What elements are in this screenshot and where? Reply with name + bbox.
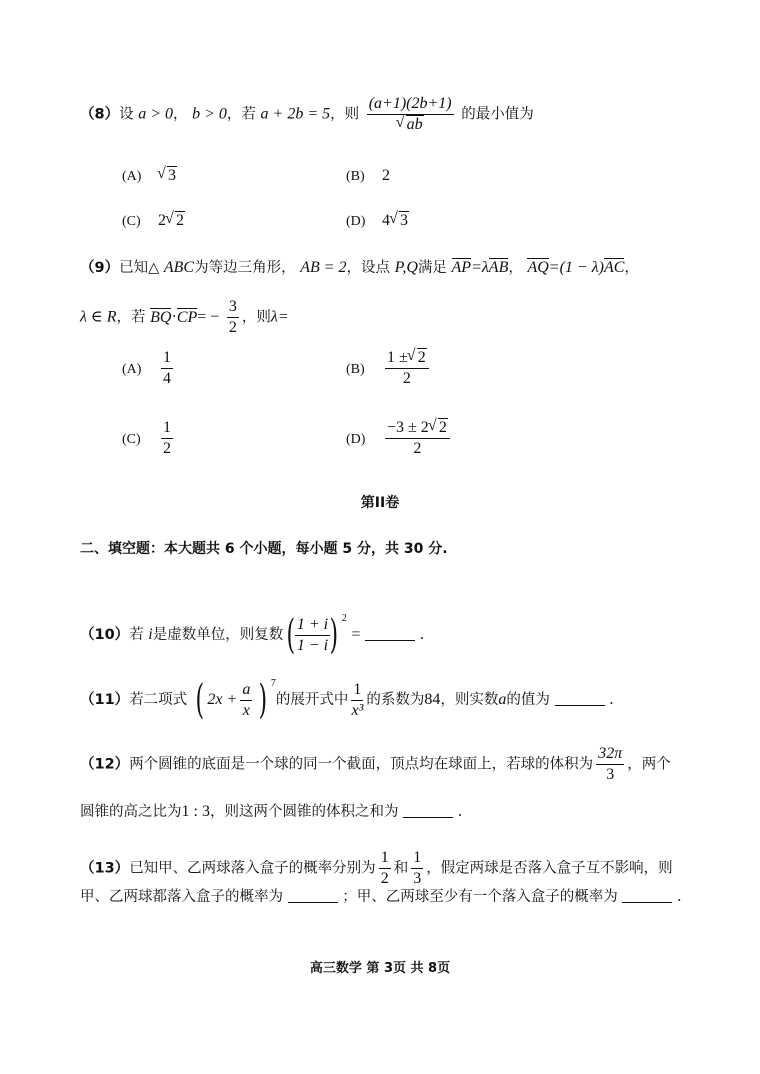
question-text: ，则: [241, 309, 271, 326]
option-9d[interactable]: [346, 418, 453, 459]
math-expression: b > 0: [192, 105, 227, 123]
fraction-denominator: 2: [402, 370, 411, 387]
option-label: (A): [122, 361, 142, 377]
question-12: [80, 744, 671, 785]
fraction: [161, 348, 173, 389]
question-text: 甲、乙两球都落入盒子的概率为: [80, 889, 283, 905]
right-paren: ): [329, 612, 339, 658]
vector: AP: [451, 259, 472, 276]
exponent: 2: [341, 613, 347, 624]
option-value: 3: [168, 167, 176, 184]
option-value: 4: [382, 212, 390, 229]
question-text: .: [609, 692, 614, 708]
question-text: 设: [119, 106, 134, 123]
fraction-numerator: 1: [161, 348, 173, 369]
fraction-denominator: 3: [606, 766, 615, 783]
question-text: ，则: [330, 106, 360, 123]
fraction-denominator: 2: [228, 319, 237, 336]
question-13-line2: [80, 886, 682, 907]
math-expression: =(1 − λ): [548, 259, 604, 276]
fraction-numerator: a: [240, 680, 252, 701]
fraction-denominator: 4: [163, 370, 171, 387]
math-expression: P,Q: [394, 259, 418, 276]
fraction: [385, 418, 450, 459]
math-expression: AB = 2: [300, 259, 347, 276]
sqrt: [166, 212, 185, 230]
fraction-denominator: 2: [163, 440, 171, 457]
vector: CP: [176, 308, 198, 326]
question-text: ，假定两球是否落入盒子互不影响，则: [426, 860, 673, 877]
question-number: （12）: [80, 756, 130, 773]
question-text: 的展开式中: [275, 692, 349, 708]
fraction-numerator: 1: [161, 418, 173, 439]
option-9b[interactable]: [346, 348, 432, 389]
math-expression: 84: [424, 691, 441, 708]
option-value: 2: [158, 212, 166, 229]
math-expression: i: [148, 626, 153, 643]
section-title: 第II卷: [360, 495, 400, 511]
answer-blank[interactable]: [365, 624, 415, 641]
radicand: 2: [417, 349, 426, 366]
page-footer: 高三数学 第 3页 共 8页: [309, 961, 451, 976]
question-number: （9）: [80, 260, 120, 276]
fraction-numerator: 1: [351, 680, 363, 701]
fraction-numerator: −3 ± 2: [387, 419, 429, 436]
option-value: 2: [382, 167, 390, 184]
option-8a[interactable]: [122, 167, 177, 185]
option-label: (C): [122, 214, 141, 229]
fraction-denominator: x: [242, 701, 250, 719]
math-expression: λ ∈ R: [80, 308, 117, 326]
question-text: ，则实数: [440, 692, 499, 708]
option-9c[interactable]: [122, 418, 176, 459]
math-expression: ABC: [163, 259, 195, 276]
option-label: (B): [346, 361, 365, 377]
answer-blank[interactable]: [288, 886, 338, 903]
math-expression: 2x +: [207, 691, 238, 708]
question-text: 满足: [417, 260, 447, 276]
question-text: ，则这两个圆锥的体积之和为: [209, 804, 399, 820]
sqrt: [429, 418, 448, 438]
math-expression: 1 : 3: [181, 803, 210, 820]
math-expression: λ=: [270, 308, 289, 326]
question-text: 圆锥的高之比为: [80, 804, 182, 820]
question-text: 若: [129, 627, 144, 643]
fraction-denominator: 2: [413, 440, 422, 457]
question-text: 是虚数单位，则复数: [152, 627, 284, 643]
question-text: ，: [624, 260, 639, 276]
option-8d[interactable]: [346, 212, 409, 230]
question-text: 两个圆锥的底面是一个球的同一个截面，顶点均在球面上，若球的体积为: [129, 756, 594, 773]
fraction: [367, 94, 454, 135]
fraction: [379, 848, 391, 889]
option-label: (D): [346, 214, 366, 229]
question-text: ，两个: [627, 756, 671, 773]
fraction-denominator: ab: [406, 116, 423, 133]
question-9-line2: [80, 297, 289, 338]
question-text: ，: [508, 260, 523, 276]
question-text: 的系数为: [366, 692, 425, 708]
question-text: ；甲、乙两球至少有一个落入盒子的概率为: [342, 889, 618, 905]
question-number: （10）: [80, 627, 130, 643]
option-value: 2: [176, 212, 184, 229]
question-12-line2: [80, 801, 462, 822]
question-text: 已知甲、乙两球落入盒子的概率分别为: [129, 860, 376, 877]
question-text: 的值为: [506, 692, 550, 708]
right-paren: ): [258, 677, 268, 723]
math-expression: a + 2b = 5: [260, 105, 331, 123]
fraction-numerator: 1: [379, 848, 391, 869]
fraction-numerator: (a+1)(2b+1): [367, 94, 454, 115]
question-text: .: [676, 889, 682, 905]
answer-blank[interactable]: [403, 801, 453, 818]
fraction-numerator: 1 ±: [387, 349, 408, 366]
math-expression: a > 0: [138, 105, 173, 123]
question-11: [80, 674, 614, 721]
option-9a[interactable]: [122, 348, 176, 389]
fraction-denominator: 3: [413, 870, 422, 887]
question-text: 的最小值为: [461, 106, 534, 123]
question-number: （13）: [80, 860, 130, 877]
option-8b[interactable]: [346, 167, 390, 185]
vector: AC: [603, 259, 625, 276]
sqrt: [158, 167, 177, 185]
math-expression: ·: [171, 308, 177, 326]
section-heading: 二、填空题：本大题共 6 个小题，每小题 5 分，共 30 分.: [80, 541, 448, 557]
sqrt: [390, 212, 409, 230]
math-expression: =: [351, 626, 361, 643]
question-9: [80, 258, 639, 278]
question-8: [80, 94, 534, 135]
left-paren: (: [286, 612, 296, 658]
fraction: [351, 680, 363, 721]
answer-blank[interactable]: [622, 886, 672, 903]
fraction-numerator: 3: [227, 297, 239, 318]
option-label: (B): [346, 169, 365, 184]
fraction: [385, 348, 429, 389]
vector: AB: [488, 259, 509, 276]
option-label: (A): [122, 169, 142, 184]
sqrt: [397, 115, 424, 135]
question-text: 和: [393, 860, 409, 877]
exponent: 7: [270, 678, 276, 689]
question-text: ，若: [116, 309, 146, 326]
fraction: [161, 418, 173, 459]
sqrt: [408, 348, 427, 368]
vector: BQ: [150, 308, 172, 326]
answer-blank[interactable]: [555, 689, 605, 706]
option-label: (C): [122, 431, 141, 447]
fraction-numerator: 1 + i: [295, 615, 330, 636]
question-text: ，若: [226, 106, 256, 123]
option-value: 3: [400, 212, 408, 229]
question-number: （8）: [80, 106, 120, 123]
fraction-denominator: 1 − i: [296, 636, 329, 654]
vector: AQ: [527, 259, 549, 276]
fraction-denominator: x³: [351, 701, 364, 719]
question-number: （11）: [80, 692, 130, 708]
question-text: 已知△: [119, 260, 160, 276]
fraction: [596, 744, 624, 785]
fraction: [240, 680, 252, 721]
math-expression: =λ: [471, 259, 489, 276]
fraction: [227, 297, 239, 338]
question-text: ，: [173, 106, 188, 123]
question-10: [80, 609, 424, 656]
question-13: [80, 848, 673, 889]
fraction: [295, 615, 330, 656]
fraction-denominator: 2: [380, 870, 389, 887]
question-text: ，设点: [346, 260, 391, 276]
question-text: .: [419, 627, 425, 643]
fraction-numerator: 32π: [596, 744, 624, 765]
fraction: [411, 848, 423, 889]
math-expression: a: [498, 691, 507, 708]
question-text: 若二项式: [129, 692, 188, 708]
fraction-numerator: 1: [411, 848, 423, 869]
question-text: .: [457, 804, 463, 820]
radicand: 2: [438, 419, 447, 436]
left-paren: (: [195, 677, 204, 723]
math-expression: = −: [197, 308, 220, 326]
question-text: 为等边三角形，: [194, 260, 296, 276]
option-label: (D): [346, 431, 366, 447]
option-8c[interactable]: [122, 212, 185, 230]
